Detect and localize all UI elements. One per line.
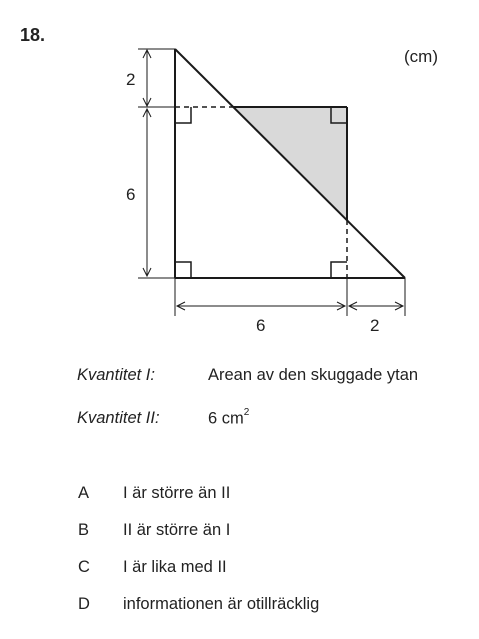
dimension-label-left-vertical: 6: [126, 185, 136, 204]
option-a-letter: A: [78, 484, 90, 502]
right-angle-marker-bottom-left: [175, 262, 191, 278]
question-number: 18.: [20, 25, 46, 45]
option-d-text: informationen är otillräcklig: [123, 595, 320, 613]
triangle-hypotenuse: [175, 49, 405, 278]
right-angle-marker-bottom-right: [331, 262, 347, 278]
dimension-horizontal-bottom: [175, 278, 405, 316]
dimension-label-top-vertical: 2: [126, 70, 136, 89]
option-b-letter: B: [78, 521, 90, 539]
quantity-2-value: [208, 409, 249, 429]
quantity-2-exponent: 2: [243, 407, 250, 418]
option-b[interactable]: [78, 521, 230, 540]
option-c-text: I är lika med II: [123, 558, 227, 576]
option-d-letter: D: [78, 595, 90, 613]
quantity-2-label: Kvantitet II:: [77, 409, 160, 427]
quantity-1-label: Kvantitet I:: [77, 366, 155, 384]
dimension-vertical-top: [138, 49, 175, 107]
option-a[interactable]: [78, 484, 230, 503]
quantity-2-value-text: 6 cm: [208, 409, 244, 428]
option-a-text: I är större än II: [123, 484, 231, 502]
dimension-label-bottom-left: 6: [256, 316, 266, 335]
option-b-text: II är större än I: [123, 521, 231, 539]
right-angle-marker-top-left: [175, 107, 191, 123]
dimension-label-bottom-right: 2: [370, 316, 380, 335]
option-d[interactable]: [78, 595, 319, 614]
option-c[interactable]: [78, 558, 227, 577]
dimension-vertical-left: [138, 109, 175, 278]
quantity-1-value: Arean av den skuggade ytan: [208, 366, 419, 384]
option-c-letter: C: [78, 558, 90, 576]
unit-label: (cm): [404, 47, 438, 66]
